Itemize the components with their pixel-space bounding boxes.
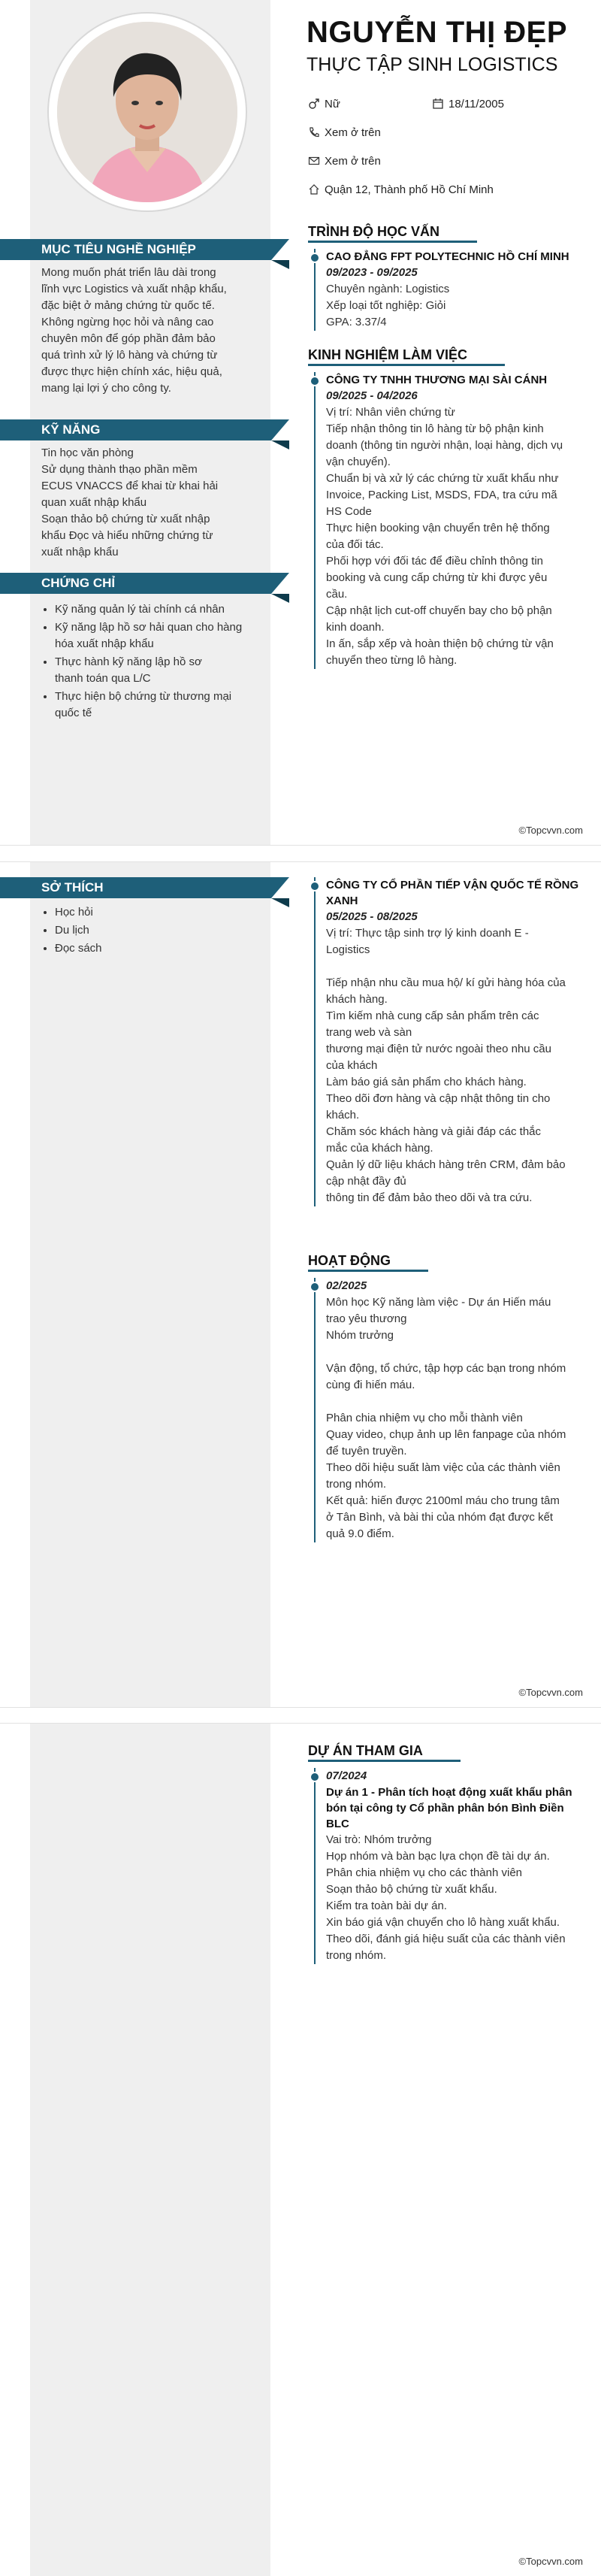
education-gpa: GPA: 3.37/4	[326, 316, 387, 328]
project-name: Dự án 1 - Phân tích hoạt động xuất khẩu phân bón tại công ty Cổ phần phân bón Bình Điền BLC	[326, 1786, 572, 1830]
hobby-item: • Học hỏi	[55, 904, 258, 921]
experience-section-continued	[308, 877, 593, 1206]
experience-details: Vị trí: Nhân viên chứng từ Tiếp nhận thông tin lô hàng từ bộ phận kinh doanh (thông tin người nhận, loại hàng, dịch vụ vận chuyển). Chuẩn bị và xử lý các chứng từ xuất khẩu như Invoice, Packing List, MSDS, FDA, tra cứu mã HS Code Thực hiện booking vận chuyển trên hệ thống của đối tác. Phối hợp với đối tác để điều chỉnh thông tin booking và cung cấp chứng từ khi được yêu cầu. Cập nhật lịch cut-off chuyến bay cho bộ phận kinh doanh. In ấn, sắp xếp và hoàn thiện bộ chứng từ vận chuyển theo từng lô hàng.	[326, 406, 563, 667]
certificates-heading	[0, 573, 289, 594]
certificate-item: • Thực hiện bộ chứng từ thương mại quốc tế	[55, 689, 258, 722]
education-heading: TRÌNH ĐỘ HỌC VẤN	[308, 222, 477, 243]
experience-entry	[314, 372, 593, 669]
objective-line: Không ngừng học hỏi và nâng cao	[41, 316, 214, 328]
certificate-item: • Kỹ năng lập hồ sơ hải quan cho hàng hóa xuất nhập khẩu	[55, 619, 258, 652]
address-value: Quận 12, Thành phố Hồ Chí Minh	[325, 183, 494, 196]
objective-line: mang lại lợi ý cho công ty.	[41, 382, 171, 395]
job-title: THỰC TẬP SINH LOGISTICS	[307, 54, 558, 75]
skill-line: quan xuất nhập khẩu	[41, 496, 147, 509]
footer-credit: ©Topcvvn.com	[518, 825, 583, 836]
gender-value: Nữ	[325, 97, 340, 110]
company-name: CÔNG TY CỔ PHẦN TIẾP VẬN QUỐC TẾ RỒNG XANH	[326, 879, 579, 907]
objective-text	[41, 265, 237, 397]
sidebar	[30, 862, 270, 1707]
cv-page-3	[0, 1723, 601, 2576]
education-section	[308, 222, 593, 331]
experience-details: Vị trí: Thực tập sinh trợ lý kinh doanh E - Logistics Tiếp nhận nhu cầu mua hộ/ kí gửi hàng hóa của khách hàng. Tìm kiếm nhà cung cấp sản phẩm trên các trang web và sàn thương mại điện tử nước ngoài theo nhu cầu của khách Làm báo giá sản phẩm cho khách hàng. Theo dõi đơn hàng và cập nhật thông tin cho khách. Chăm sóc khách hàng và giải đáp các thắc mắc của khách hàng. Quản lý dữ liệu khách hàng trên CRM, đảm bảo cập nhật đầy đủ thông tin để đảm bảo theo dõi và tra cứu.	[326, 927, 566, 1204]
activities-heading: HOẠT ĐỘNG	[308, 1252, 428, 1272]
timeline-dot	[310, 1282, 320, 1292]
birthday-value: 18/11/2005	[448, 97, 504, 110]
activity-details: Môn học Kỹ năng làm việc - Dự án Hiến máu trao yêu thương Nhóm trưởng Vận động, tổ chức, tập hợp các bạn trong nhóm cùng đi hiến máu. Phân chia nhiệm vụ cho mỗi thành viên Quay video, chụp ảnh up lên fanpage của nhóm để tuyên truyền. Theo dõi hiệu suất làm việc của các thành viên trong nhóm. Kết quả: hiến được 2100ml máu cho trung tâm ở Tân Bình, và bài thi của nhóm đạt được kết quả 9.0 điểm.	[326, 1296, 566, 1540]
project-date: 07/2024	[326, 1769, 367, 1782]
activities-section	[308, 1252, 593, 1542]
skill-line: Soạn thảo bộ chứng từ xuất nhập	[41, 513, 210, 525]
timeline-dot	[310, 1772, 320, 1782]
hobby-item: • Đọc sách	[55, 940, 258, 957]
project-entry	[314, 1768, 593, 1964]
cv-page-1	[0, 0, 601, 846]
certificates-title: CHỨNG CHỈ	[41, 576, 116, 590]
education-date: 09/2023 - 09/2025	[326, 266, 418, 279]
skill-line: Tin học văn phòng	[41, 446, 134, 459]
objective-line: chuyên môn để góp phần đảm bảo	[41, 332, 216, 345]
footer-credit: ©Topcvvn.com	[518, 1687, 583, 1698]
experience-heading: KINH NGHIỆM LÀM VIỆC	[308, 346, 505, 366]
header	[307, 15, 592, 198]
phone-value: Xem ở trên	[325, 126, 381, 139]
skill-line: khẩu Đọc và hiểu những chứng từ	[41, 529, 213, 542]
objective-line: lĩnh vực Logistics và xuất nhập khẩu,	[41, 283, 227, 295]
objective-heading	[0, 239, 289, 260]
projects-section	[308, 1742, 593, 1964]
education-entry	[314, 249, 593, 331]
objective-line: Mong muốn phát triển lâu dài trong	[41, 266, 216, 279]
sidebar	[30, 1724, 270, 2576]
timeline-dot	[310, 376, 320, 386]
project-details: Vai trò: Nhóm trưởng Họp nhóm và bàn bạc lựa chọn đề tài dự án. Phân chia nhiệm vụ cho các thành viên Soạn thảo bộ chứng từ xuất khẩu. Kiểm tra toàn bài dự án. Xin báo giá vận chuyển cho lô hàng xuất khẩu. Theo dõi, đánh giá hiệu suất của các thành viên trong nhóm.	[326, 1833, 566, 1962]
timeline-dot	[310, 881, 320, 891]
birthday-row	[430, 95, 504, 112]
skills-text	[41, 445, 237, 561]
hobbies-title: SỞ THÍCH	[41, 880, 104, 894]
hobby-item: • Du lịch	[55, 922, 258, 939]
education-major: Chuyên ngành: Logistics	[326, 283, 450, 295]
projects-heading: DỰ ÁN THAM GIA	[308, 1742, 461, 1762]
objective-line: quá trình xử lý lô hàng và chứng từ	[41, 349, 218, 362]
activity-entry	[314, 1278, 593, 1542]
skill-line: xuất nhập khẩu	[41, 546, 119, 558]
objective-line: được thực hiện chính xác, hiệu quả,	[41, 365, 222, 378]
hobbies-heading	[0, 877, 289, 898]
gender-row	[307, 95, 430, 112]
objective-line: đặc biệt ở mảng chứng từ quốc tế.	[41, 299, 215, 312]
calendar-icon	[430, 96, 445, 111]
phone-row	[307, 124, 592, 141]
company-name: CÔNG TY TNHH THƯƠNG MẠI SÀI CÁNH	[326, 374, 548, 386]
certificate-item: • Thực hành kỹ năng lập hồ sơ thanh toán qua L/C	[55, 654, 258, 687]
education-rank: Xếp loại tốt nghiệp: Giỏi	[326, 299, 446, 312]
phone-icon	[307, 125, 322, 140]
skills-title: KỸ NĂNG	[41, 422, 101, 437]
address-row	[307, 181, 592, 198]
avatar	[49, 14, 246, 210]
school-name: CAO ĐẲNG FPT POLYTECHNIC HỒ CHÍ MINH	[326, 250, 569, 263]
experience-section	[308, 346, 593, 669]
gender-icon	[307, 96, 322, 111]
skill-line: ECUS VNACCS để khai từ khai hải	[41, 480, 219, 492]
objective-title: MỤC TIÊU NGHỀ NGHIỆP	[41, 242, 196, 256]
skills-heading	[0, 419, 289, 440]
home-icon	[307, 182, 322, 197]
experience-entry	[314, 877, 593, 1206]
hobbies-list	[41, 904, 258, 958]
activity-date: 02/2025	[326, 1279, 367, 1292]
footer-credit: ©Topcvvn.com	[518, 2556, 583, 2567]
certificate-item: • Kỹ năng quản lý tài chính cá nhân	[55, 601, 258, 618]
email-value: Xem ở trên	[325, 154, 381, 168]
mail-icon	[307, 153, 322, 168]
profile-photo	[57, 22, 237, 202]
cv-page-2	[0, 861, 601, 1708]
email-row	[307, 153, 592, 169]
experience-date: 05/2025 - 08/2025	[326, 910, 418, 923]
candidate-name: NGUYỄN THỊ ĐẸP	[307, 16, 568, 49]
experience-date: 09/2025 - 04/2026	[326, 389, 418, 402]
skill-line: Sử dụng thành thạo phần mềm	[41, 463, 198, 476]
timeline-dot	[310, 253, 320, 263]
certificates-list	[41, 601, 258, 723]
